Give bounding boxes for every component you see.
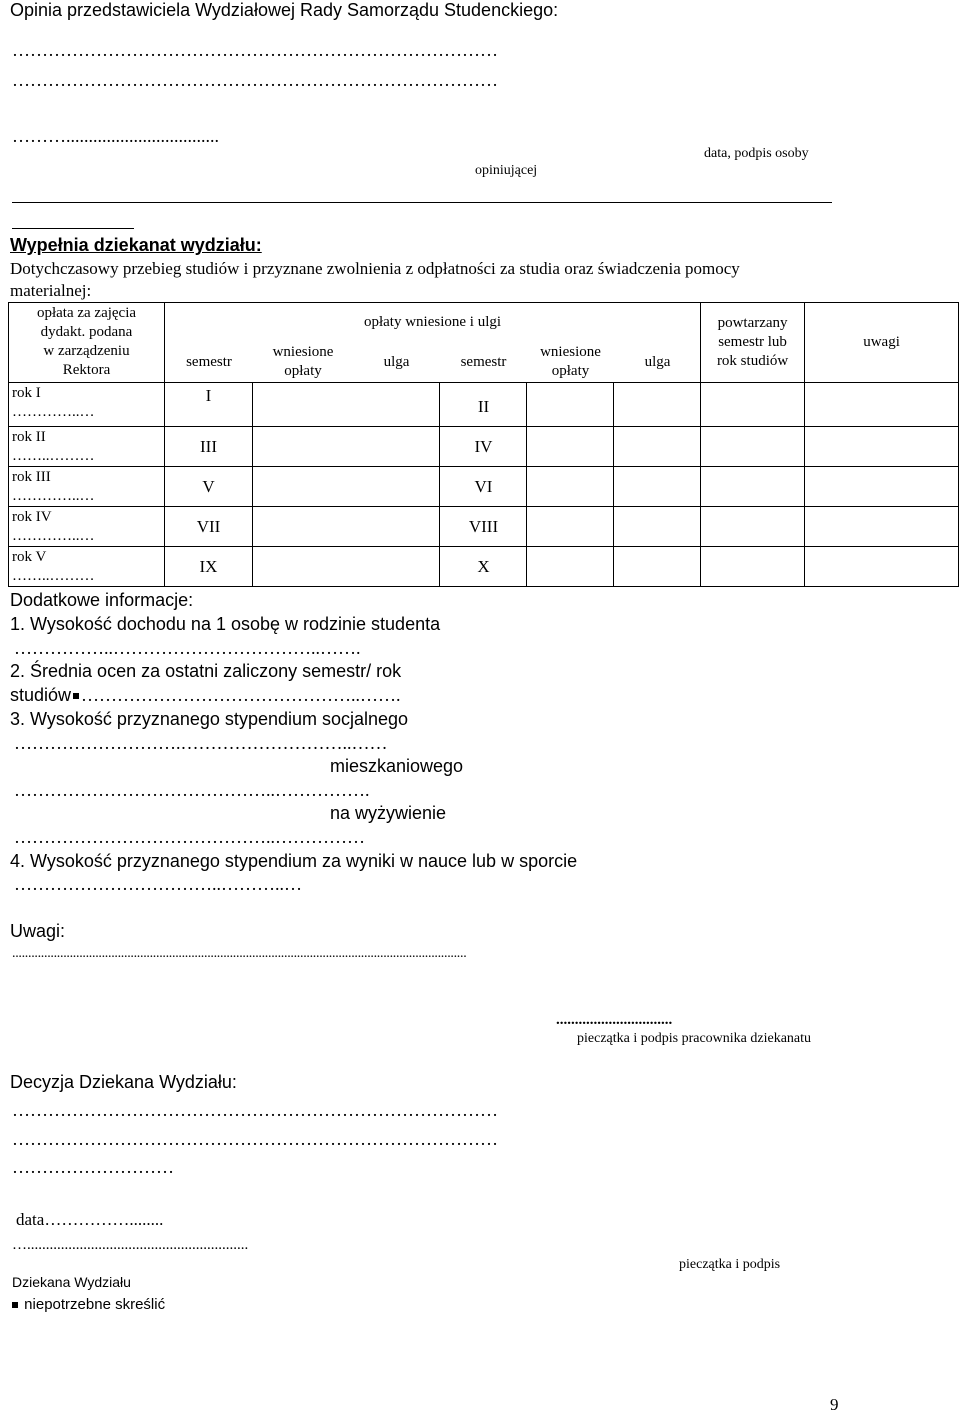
dodatkowe-mieszkaniowego-dots: ……………………………………..……………. — [14, 780, 370, 800]
table-row: rok IV …………..… VII VIII — [9, 507, 959, 547]
header-uwagi: uwagi — [805, 303, 959, 383]
dziekanat-intro-line-2: materialnej: — [10, 281, 92, 300]
header-oplaty-group: opłaty wniesione i ulgi semestr wniesione opłaty ulga semestr wniesione opłaty ulga — [165, 303, 701, 383]
subheader-wniesione-2: wniesione opłaty — [540, 344, 601, 379]
decyzja-signature-dots: …........................................................... — [12, 1237, 249, 1253]
decyzja-heading: Decyzja Dziekana Wydziału: — [10, 1072, 237, 1092]
opinia-signature-label-2: opiniującej — [475, 163, 538, 178]
section-divider — [12, 202, 832, 203]
opinia-dots-line-3: ……….................................. — [12, 126, 219, 146]
page-number: 9 — [830, 1395, 839, 1414]
dziekanat-heading: Wypełnia dziekanat wydziału: — [10, 235, 262, 255]
decyzja-dots-line-3: ……………………… — [12, 1157, 174, 1177]
footnote-marker-icon — [12, 1302, 18, 1308]
dodatkowe-item-1-dots: ……………..……………………………..……. — [14, 638, 361, 658]
header-oplata: opłata za zajęcia dydakt. podana w zarządzeniu Rektora — [9, 303, 165, 383]
subheader-ulga-2: ulga — [644, 354, 671, 370]
opinia-dots-line-2: ……………………………………………………………………… — [12, 70, 498, 90]
stamp-label: pieczątka i podpis pracownika dziekanatu — [577, 1031, 812, 1046]
table-row: rok II ……..……… III IV — [9, 427, 959, 467]
dodatkowe-item-2: 2. Średnia ocen za ostatni zaliczony semestr/ rok — [10, 661, 402, 681]
dodatkowe-mieszkaniowego: mieszkaniowego — [330, 756, 464, 776]
table-header-row — [9, 303, 959, 383]
subheader-wniesione: wniesione opłaty — [272, 344, 334, 379]
dodatkowe-item-1: 1. Wysokość dochodu na 1 osobę w rodzinie studenta — [10, 614, 441, 634]
dodatkowe-heading: Dodatkowe informacje: — [10, 590, 194, 610]
footnote-marker-icon — [73, 693, 79, 699]
stamp-dots: ............................... — [556, 1012, 673, 1028]
dodatkowe-item-2b: studiów ………………………………………..……. — [10, 685, 401, 705]
uwagi-dots: .............................................................................................................................................. — [12, 946, 467, 961]
uwagi-label: Uwagi: — [10, 921, 66, 941]
decyzja-dziekan-label: Dziekana Wydziału — [12, 1274, 131, 1290]
decyzja-stamp-label: pieczątka i podpis — [679, 1257, 781, 1272]
table-row: rok III …………..… V VI — [9, 467, 959, 507]
dodatkowe-item-4: 4. Wysokość przyznanego stypendium za wyniki w nauce lub w sporcie — [10, 851, 578, 871]
dziekanat-intro-line-1: Dotychczasowy przebieg studiów i przyznane zwolnienia z odpłatności za studia oraz świadczenia pomocy — [10, 259, 740, 278]
section-divider-short — [12, 228, 134, 229]
opinia-heading: Opinia przedstawiciela Wydziałowej Rady Samorządu Studenckiego: — [10, 0, 559, 20]
header-powtarzany: powtarzany semestr lub rok studiów — [701, 303, 805, 383]
dodatkowe-wyzywienie: na wyżywienie — [330, 803, 447, 823]
dodatkowe-wyzywienie-dots: ……………………………………..…………… — [14, 827, 365, 847]
opinia-signature-label: data, podpis osoby — [704, 146, 809, 161]
decyzja-dots-line-1: ……………………………………………………………………… — [12, 1100, 498, 1120]
dodatkowe-item-4-dots: ……………………………..………..… — [14, 874, 302, 894]
footnote: niepotrzebne skreślić — [12, 1296, 165, 1313]
subheader-semestr-2: semestr — [460, 354, 507, 370]
decyzja-data-label: data……………........ — [16, 1210, 164, 1229]
dodatkowe-item-3: 3. Wysokość przyznanego stypendium socjalnego — [10, 709, 409, 729]
decyzja-dots-line-2: ……………………………………………………………………… — [12, 1129, 498, 1149]
dodatkowe-item-3-dots: ……………………….………………………..…… — [14, 733, 388, 753]
table-row: rok I …………..… I II — [9, 383, 959, 427]
table-row: rok V ……..……… IX X — [9, 547, 959, 587]
subheader-ulga: ulga — [383, 354, 410, 370]
subheader-semestr: semestr — [186, 354, 232, 370]
study-history-table — [8, 302, 959, 587]
opinia-dots-line-1: ……………………………………………………………………… — [12, 40, 498, 60]
